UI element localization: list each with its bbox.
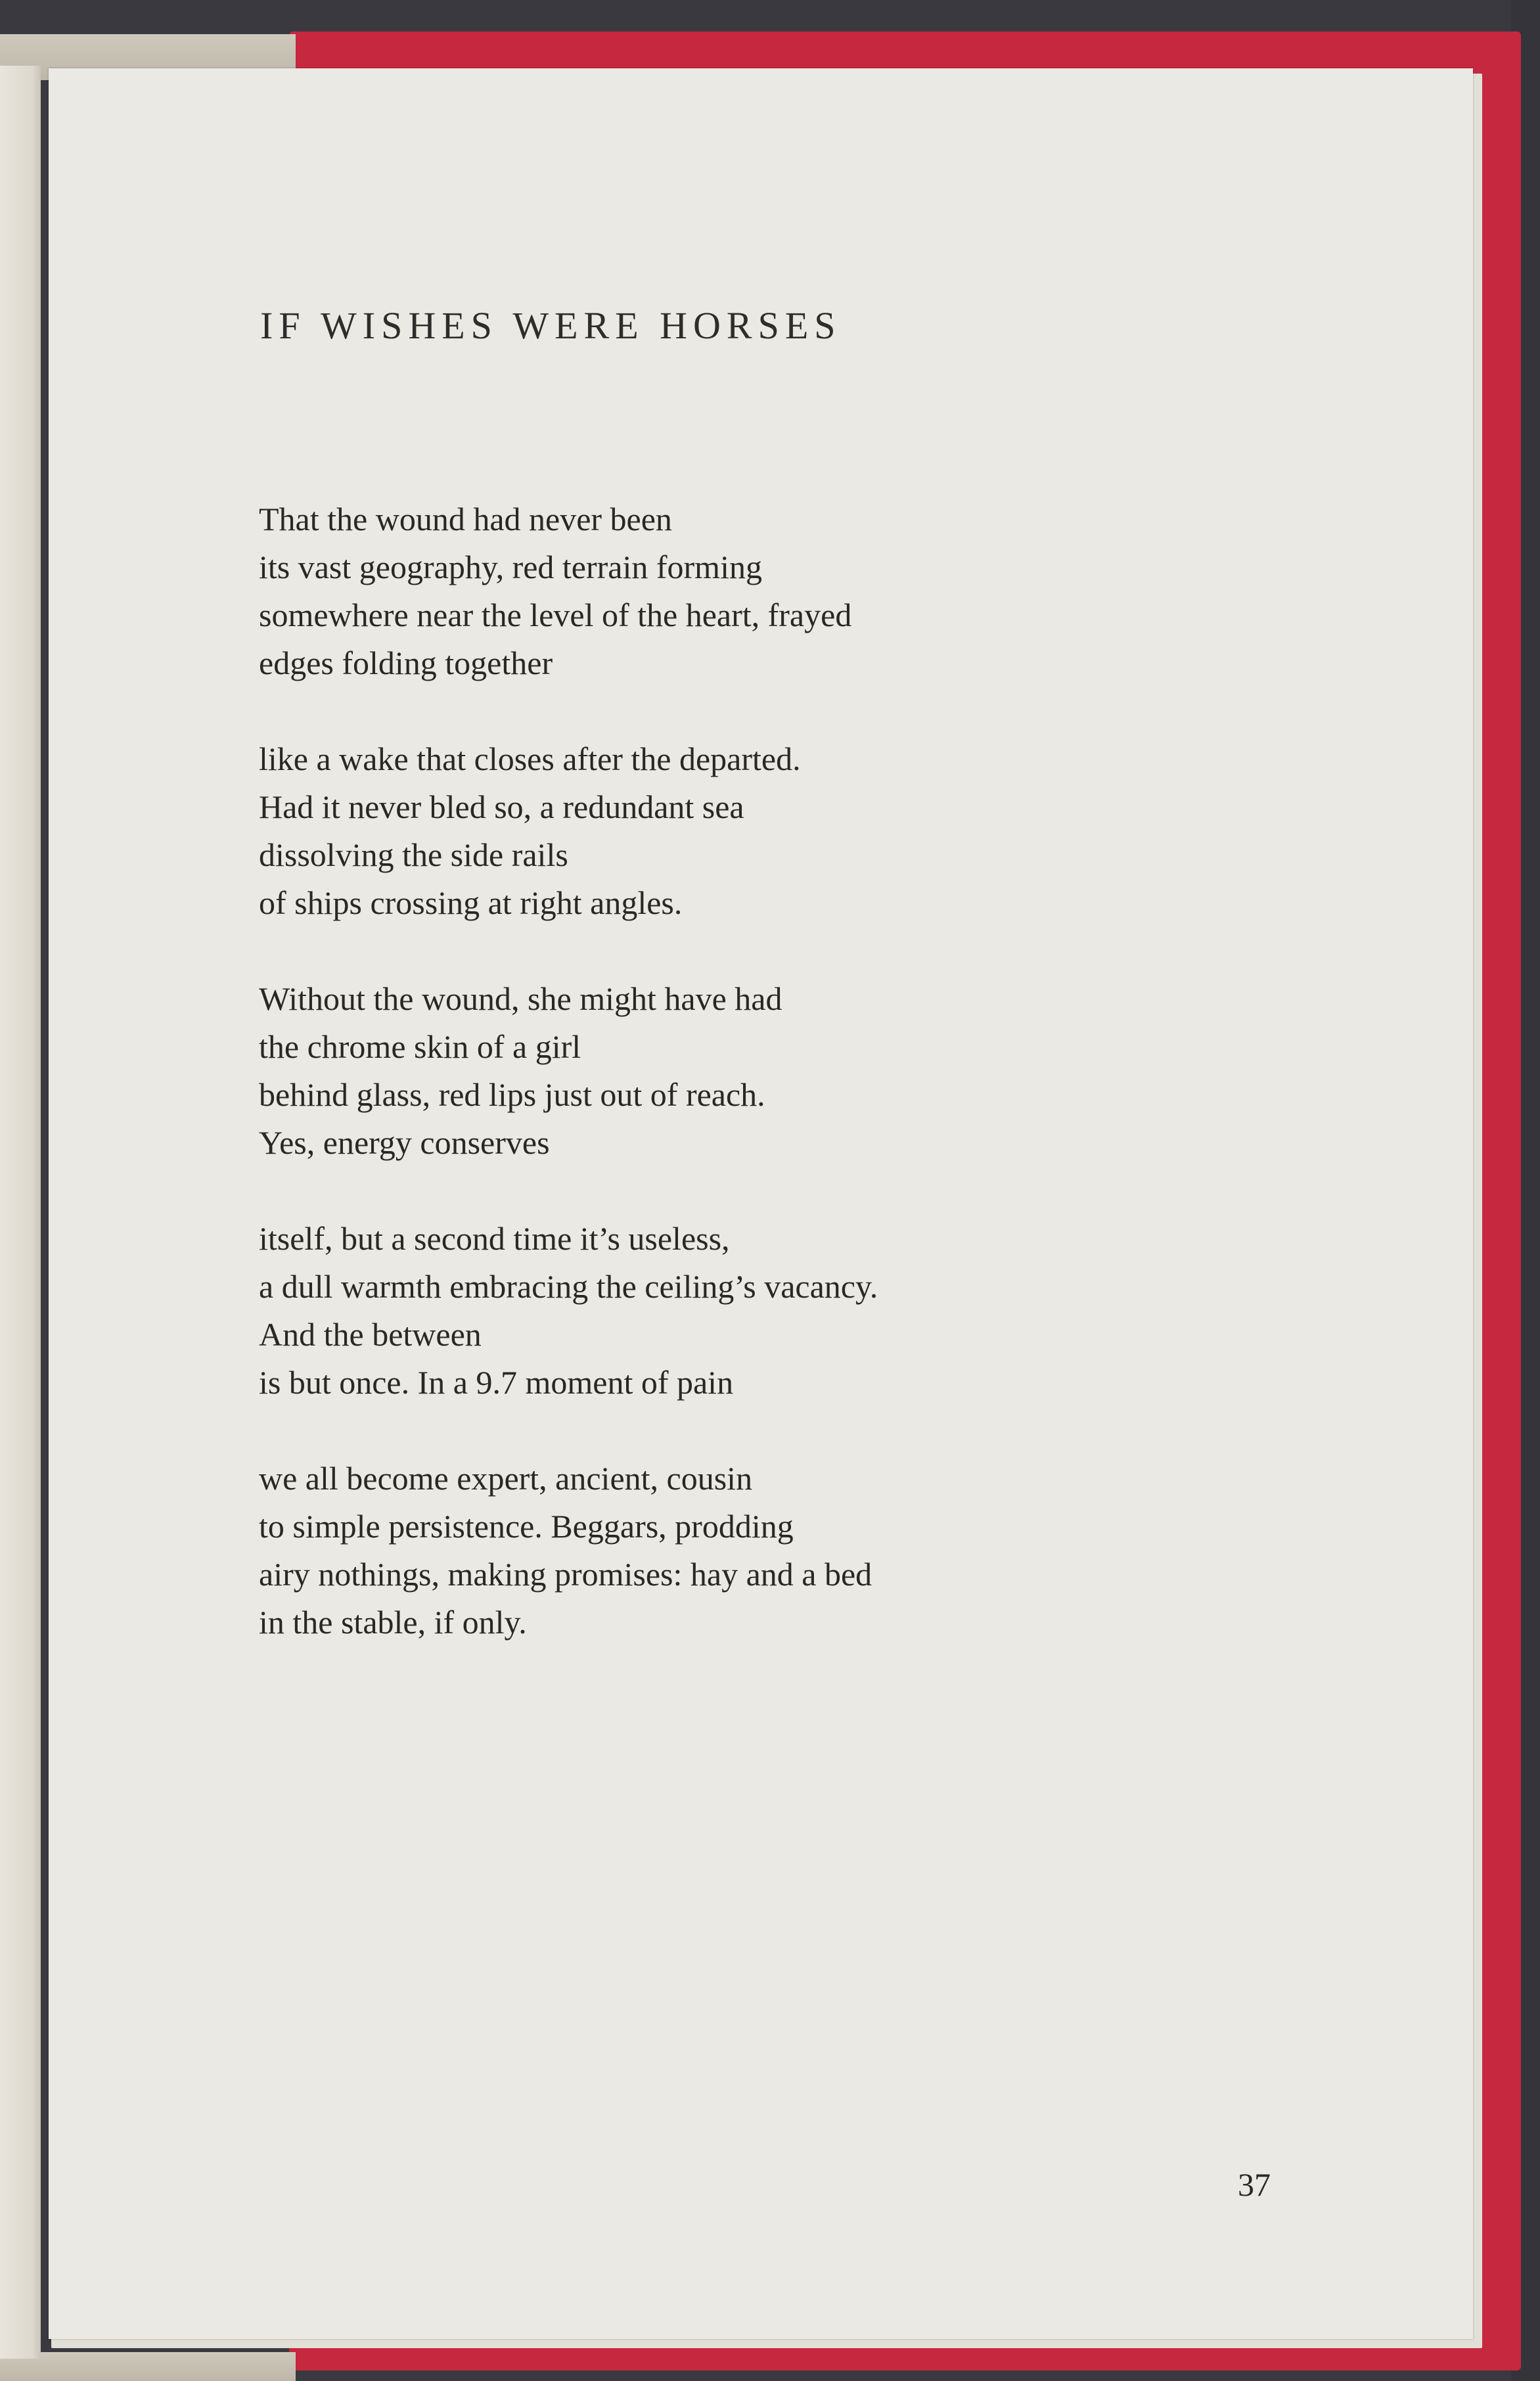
poem-line: dissolving the side rails	[259, 836, 568, 873]
stanza	[259, 975, 878, 1167]
poem-line: its vast geography, red terrain forming	[259, 549, 762, 585]
poem-line: itself, but a second time it’s useless,	[259, 1220, 730, 1257]
book-page	[49, 68, 1473, 2339]
poem-line: Without the wound, she might have had	[259, 980, 782, 1017]
poem-line: a dull warmth embracing the ceiling’s vacancy.	[259, 1268, 878, 1305]
poem-line: Had it never bled so, a redundant sea	[259, 788, 744, 825]
poem-line: edges folding together	[259, 645, 553, 681]
spine-linen-bottom	[0, 2352, 296, 2381]
page-number: 37	[1238, 2166, 1271, 2203]
poem-line: And the between	[259, 1316, 482, 1353]
poem-line: That the wound had never been	[259, 501, 672, 537]
poem-line: the chrome skin of a girl	[259, 1028, 581, 1065]
poem-line: of ships crossing at right angles.	[259, 884, 683, 921]
poem-line: somewhere near the level of the heart, frayed	[259, 597, 852, 633]
poem-line: we all become expert, ancient, cousin	[259, 1460, 753, 1497]
poem-line: in the stable, if only.	[259, 1604, 527, 1641]
poem-line: to simple persistence. Beggars, prodding	[259, 1508, 794, 1545]
stanza	[259, 735, 878, 927]
stanza	[259, 1455, 878, 1646]
stanza	[259, 1215, 878, 1407]
poem-line: behind glass, red lips just out of reach.	[259, 1076, 765, 1113]
poem-line: airy nothings, making promises: hay and a bed	[259, 1556, 872, 1593]
poem-line: is but once. In a 9.7 moment of pain	[259, 1364, 734, 1401]
poem-body	[259, 495, 878, 1646]
left-page-edge	[0, 66, 41, 2359]
poem-title: IF WISHES WERE HORSES	[260, 304, 842, 347]
poem-line: like a wake that closes after the departed.	[259, 740, 801, 777]
poem-line: Yes, energy conserves	[259, 1124, 550, 1161]
stanza	[259, 495, 878, 687]
